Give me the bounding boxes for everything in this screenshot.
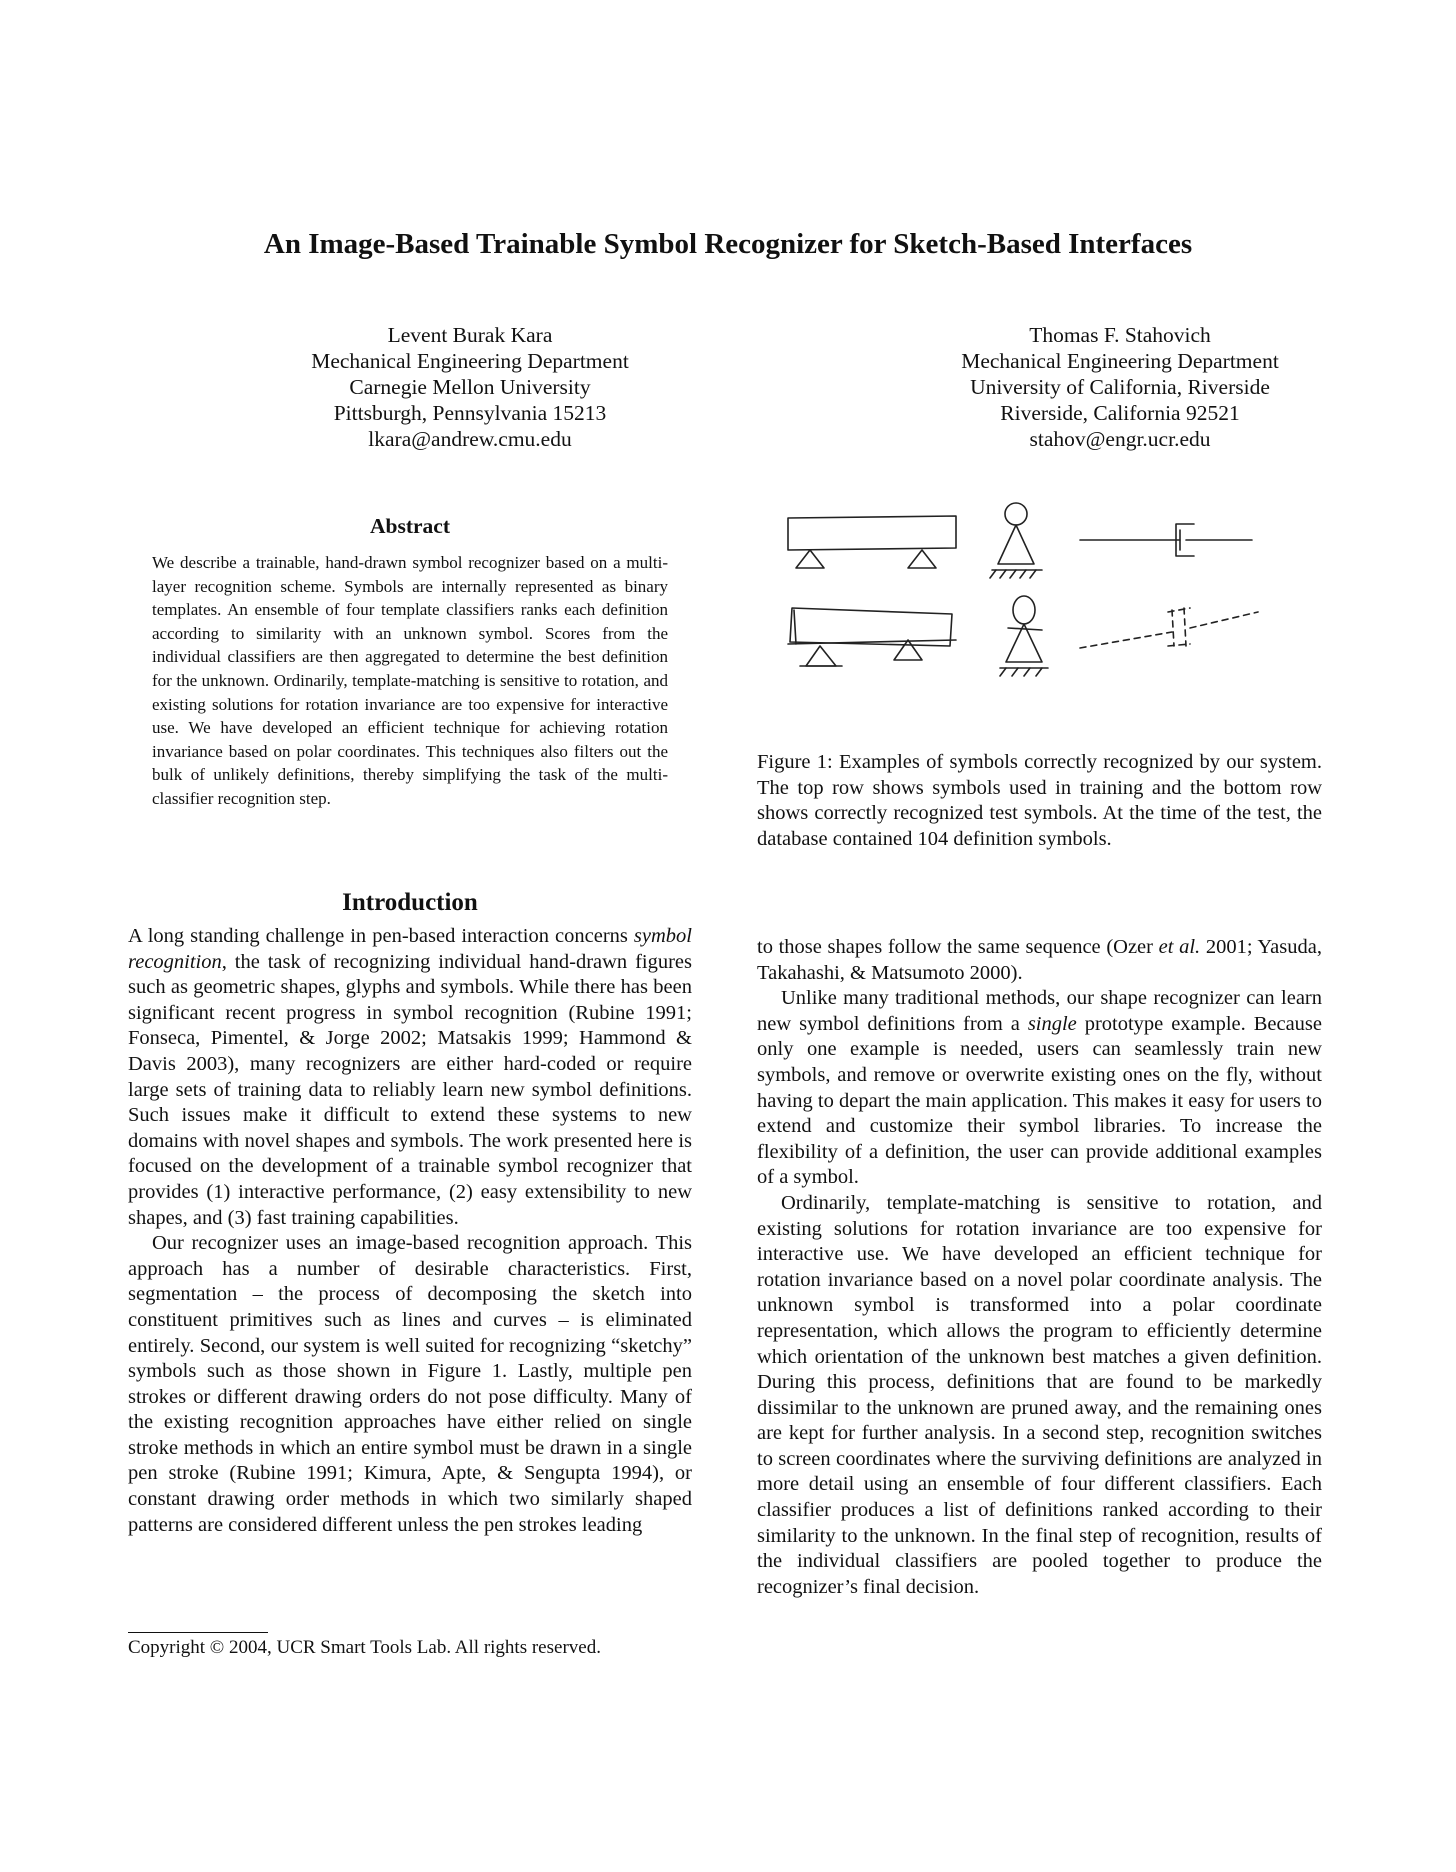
text-span: A long standing challenge in pen-based interaction concerns — [128, 925, 634, 947]
text-span: , the task of recognizing individual hand-drawn figures such as geometric shapes, glyphs and symbols. While there has been significant recent progress in symbol recognition (Rubine 1991; Fonseca, Pimentel, & Jorge 2002; Matsakis 1999; Hammond & Davis 2003), many recognizers are either hard-coded or require large sets of training data to reliably learn new symbol definitions. Such issues make it difficult to extend these systems to new domains with novel shapes and symbols. The work presented here is focused on the development of a trainable symbol recognizer that provides (1) interactive performance, (2) easy extensibility to new shapes, and (3) fast training capabilities. — [128, 950, 692, 1229]
paper-title: An Image-Based Trainable Symbol Recognizer for Sketch-Based Interfaces — [263, 228, 1193, 260]
text-span: prototype example. Because only one example is needed, users can seamlessly train new symbols, and remove or overwrite existing ones on the fly, without having to depart the main application. This makes it easy for users to extend and customize their symbol libraries. To increase the flexibility of a definition, the user can provide additional examples of a symbol. — [757, 1012, 1322, 1189]
body-column-right — [757, 935, 1322, 1600]
intro-paragraph-4: Ordinarily, template-matching is sensitive to rotation, and existing solutions for rotation invariance are too expensive for interactive use. We have developed an efficient technique for rotation invariance based on a novel polar coordinate analysis. The unknown symbol is transformed into a polar coordinate representation, which allows the program to efficiently determine which orientation of the unknown best matches a given definition. During this process, definitions that are found to be markedly dissimilar to the unknown are pruned away, and the remaining ones are kept for further analysis. In a second step, recognition switches to screen coordinates where the surviving definitions are analyzed in more detail using an ensemble of four different classifiers. Each classifier produces a list of definitions ranked according to their similarity to the unknown. In the final step of recognition, results of the individual classifiers are pooled together to produce the recognizer’s final decision. — [757, 1191, 1322, 1598]
abstract-text: We describe a trainable, hand-drawn symbol recognizer based on a multi-layer recognition scheme. Symbols are internally represented as binary templates. An ensemble of four template classifiers ranks each definition according to similarity with an unknown symbol. Scores from the individual classifiers are then aggregated to determine the best definition for the unknown. Ordinarily, template-matching is sensitive to rotation, and existing solutions for rotation invariance are too expensive for interactive use. We have developed an efficient technique for achieving rotation invariance based on polar coordinates. This techniques also filters out the bulk of unlikely definitions, thereby simplifying the task of the multi-classifier recognition step. — [152, 553, 668, 808]
intro-paragraph-3 — [757, 986, 1322, 1191]
figure-1-caption: Figure 1: Examples of symbols correctly recognized by our system. The top row shows symbols used in training and the bottom row shows correctly recognized test symbols. At the time of the test, the database contained 104 definition symbols. — [757, 751, 1322, 850]
introduction-heading: Introduction — [342, 889, 478, 916]
damper-symbol-test — [1080, 608, 1258, 648]
author-name: Thomas F. Stahovich — [1029, 323, 1211, 347]
text-span: 2001; Yasuda, Takahashi, & Matsumoto 2000). — [757, 936, 1322, 984]
beam-symbol-training — [788, 516, 956, 568]
beam-symbol-test — [788, 608, 956, 666]
intro-paragraph-2: Our recognizer uses an image-based recognition approach. This approach has a number of desirable characteristics. First, segmentation – the process of decomposing the sketch into constituent primitives such as lines and curves – is eliminated entirely. Second, our system is well suited for recognizing “sketchy” symbols such as those shown in Figure 1. Lastly, multiple pen strokes or different drawing orders do not pose difficulty. Many of the existing recognition approaches have either relied on single stroke methods in which an entire symbol must be drawn in a single pen stroke (Rubine 1991; Kimura, Apte, & Sengupta 1994), or constant drawing order methods in which two similarly shaped patterns are considered different unless the pen strokes leading — [128, 1232, 692, 1536]
intro-paragraph-1 — [128, 924, 692, 1231]
emphasis-text: single — [1027, 1012, 1077, 1035]
copyright-notice: Copyright © 2004, UCR Smart Tools Lab. All rights reserved. — [128, 1637, 601, 1658]
body-column-left — [128, 924, 692, 1538]
author-institution: University of California, Riverside — [970, 375, 1270, 399]
damper-symbol-training — [1080, 524, 1252, 556]
text-span: to those shapes follow the same sequence (Ozer — [757, 936, 1159, 958]
figure-1 — [780, 500, 1300, 720]
author-department: Mechanical Engineering Department — [311, 349, 629, 373]
pin-symbol-training — [990, 503, 1042, 578]
author-email: stahov@engr.ucr.edu — [1029, 427, 1211, 451]
author-department: Mechanical Engineering Department — [961, 349, 1279, 373]
author-address: Pittsburgh, Pennsylvania 15213 — [333, 401, 607, 425]
author-name: Levent Burak Kara — [387, 323, 553, 347]
author-address: Riverside, California 92521 — [1000, 401, 1240, 425]
author-institution: Carnegie Mellon University — [349, 375, 591, 399]
author-email: lkara@andrew.cmu.edu — [368, 427, 572, 451]
emphasis-text: et al. — [1158, 936, 1201, 958]
emphasis-text: symbol recognition — [128, 925, 692, 973]
figure-1-sketches — [780, 500, 1300, 720]
author-block-kara — [210, 322, 730, 452]
text-span: Unlike many traditional methods, our shape recognizer can learn new symbol definitions from a — [757, 987, 1322, 1035]
author-block-stahovich — [860, 322, 1380, 452]
intro-paragraph-2-continued — [757, 935, 1322, 986]
abstract-heading: Abstract — [369, 514, 450, 538]
pin-symbol-test — [1000, 596, 1048, 676]
footnote-rule — [128, 1632, 268, 1633]
